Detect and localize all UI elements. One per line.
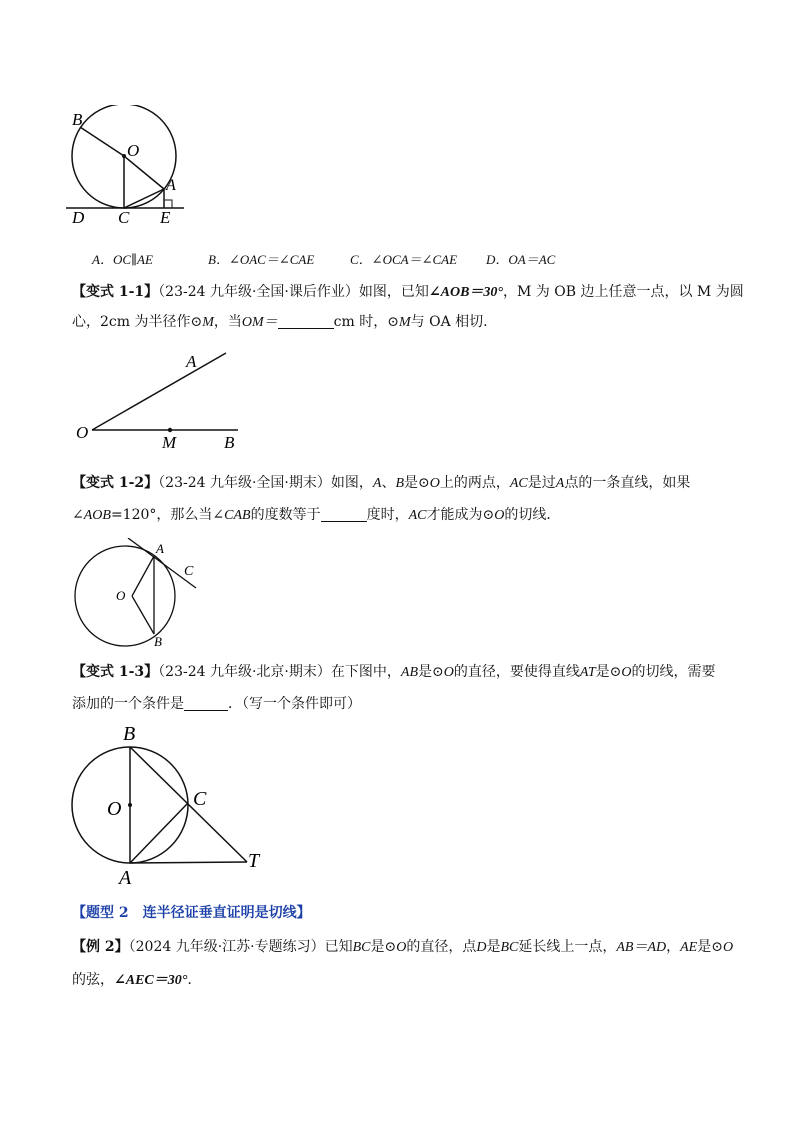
- fig3-label-a: A: [156, 541, 164, 556]
- ex2-text: 的弦，: [72, 972, 114, 988]
- fig1-line-oa: [124, 156, 164, 189]
- q13-line2: [72, 694, 361, 714]
- q13-text: 的切线，需要: [631, 664, 716, 680]
- fig1-label-o: O: [127, 141, 140, 160]
- fig4-line-ac: [130, 804, 187, 863]
- fig3-label-o: O: [116, 588, 126, 603]
- q11-tag: 【变式 1-1】: [72, 284, 159, 300]
- fig2-label-o: O: [76, 423, 89, 442]
- fig1-point-o: [122, 154, 126, 158]
- q12-text: 是过: [527, 475, 556, 491]
- ex2-line1: [72, 937, 733, 958]
- figure-3: [70, 538, 210, 653]
- q12-tag: 【变式 1-2】: [72, 475, 159, 491]
- ex2-angle-aec: ∠AEC＝30°: [114, 973, 188, 988]
- ex2-text: 是: [697, 939, 712, 955]
- ex2-ae: AE: [680, 940, 698, 955]
- fig1-label-a: A: [166, 177, 176, 194]
- fig3-line-ob: [132, 596, 154, 634]
- q12-text: 点的一条直线，如果: [564, 475, 691, 491]
- q11-text-2d: 与 OA 相切.: [410, 314, 488, 330]
- q13-text: ．（写一个条件即可）: [228, 696, 361, 712]
- ex2-circle-o: ⊙O: [384, 940, 407, 955]
- q11-circle-m: ⊙M: [190, 315, 214, 330]
- q11-line2: [72, 312, 488, 333]
- q12-o: O: [429, 476, 440, 491]
- ex2-text: 的直径，点: [406, 939, 477, 955]
- fig1-line-bo: [80, 127, 124, 156]
- q11-om: OM＝: [241, 315, 278, 330]
- ex2-text: 是: [486, 939, 501, 955]
- option-a: A．OC∥AE: [92, 252, 153, 267]
- ex2-text: .: [187, 972, 192, 988]
- fig3-label-c: C: [184, 564, 194, 579]
- figure-4: [65, 720, 275, 890]
- q12-a2: A: [555, 476, 565, 491]
- q12-source: （23-24 九年级·全国·期末）: [158, 475, 331, 491]
- ex2-text: ，: [666, 939, 681, 955]
- q13-text: 在下图中，: [330, 664, 401, 680]
- fig4-label-o: O: [107, 798, 122, 820]
- q11-text-1a: 如图，已知: [358, 284, 429, 300]
- ex2-tag: 【例 2】: [72, 939, 129, 955]
- q13-at: AT: [579, 665, 596, 680]
- q12-b: B: [395, 476, 405, 491]
- ex2-d: D: [476, 940, 487, 955]
- q13-text: 是: [595, 664, 610, 680]
- fig1-label-c: C: [118, 208, 130, 227]
- section-heading-type-2: 【题型 2 连半径证垂直证明是切线】: [72, 905, 311, 921]
- ex2-source: （2024 九年级·江苏·专题练习）: [128, 939, 325, 955]
- q12-angle-aob: ∠AOB: [72, 508, 111, 523]
- fig4-label-b: B: [123, 723, 136, 745]
- fig1-label-d: D: [72, 208, 85, 227]
- fig1-label-e: E: [160, 208, 171, 227]
- q11-answer-blank[interactable]: [278, 314, 334, 329]
- fig3-line-oa: [132, 556, 154, 596]
- fig2-point-m: [168, 428, 172, 432]
- option-d: D．OA＝AC: [486, 252, 556, 267]
- q13-source: （23-24 九年级·北京·期末）: [158, 664, 331, 680]
- fig4-label-t: T: [248, 850, 260, 872]
- ex2-text: 已知: [324, 939, 353, 955]
- q13-tag: 【变式 1-3】: [72, 664, 159, 680]
- q11-source: （23-24 九年级·全国·课后作业）: [158, 284, 359, 300]
- q12-text: 上的两点，: [439, 475, 510, 491]
- ex2-bc-2: BC: [500, 940, 519, 955]
- q11-line1: [72, 282, 744, 303]
- q12-text: =120°，那么当: [110, 507, 213, 523]
- q12-line1: [72, 473, 690, 494]
- q12-ac-2: AC: [408, 508, 427, 523]
- fig1-line-ca: [124, 189, 164, 208]
- q13-ab: AB: [400, 665, 418, 680]
- q12-angle-cab: ∠CAB: [212, 508, 251, 523]
- q13-text: 添加的一个条件是: [72, 696, 184, 712]
- ex2-text: 延长线上一点，: [518, 939, 617, 955]
- q11-text-2c: cm 时，: [333, 314, 388, 330]
- q13-text: 是: [418, 664, 432, 680]
- q12-text: 才能成为⊙: [426, 507, 495, 523]
- option-c: C．∠OCA＝∠CAE: [350, 252, 458, 267]
- fig4-line-at: [130, 862, 247, 863]
- figure-2: [70, 345, 250, 455]
- q13-line1: [72, 662, 716, 683]
- q11-circle-m-2: ⊙M: [387, 315, 411, 330]
- q12-line2: [72, 505, 560, 526]
- q12-text: 的度数等于: [250, 507, 321, 523]
- ex2-bc: BC: [352, 940, 371, 955]
- figure-1: [60, 105, 200, 230]
- fig2-label-b: B: [224, 433, 235, 452]
- fig2-label-m: M: [162, 433, 177, 452]
- q11-angle: ∠AOB＝30°: [428, 285, 504, 300]
- q12-sep: 、: [381, 475, 396, 491]
- q12-a: A: [372, 476, 382, 491]
- option-b: B．∠OAC＝∠CAE: [208, 252, 315, 267]
- q12-ac: AC: [509, 476, 528, 491]
- q12-text: 的切线．: [504, 507, 561, 523]
- q12-text: 是⊙: [404, 475, 430, 491]
- ex2-line2: [72, 970, 192, 991]
- fig1-right-angle-mark: [164, 200, 172, 208]
- q12-o-2: O: [494, 508, 505, 523]
- q12-text: 度时，: [366, 507, 409, 523]
- q12-text: 如图，: [330, 475, 373, 491]
- q11-text-1b: ，M 为 OB 边上任意一点，以 M 为圆: [503, 284, 744, 300]
- fig3-label-b: B: [154, 634, 162, 649]
- q13-answer-blank[interactable]: [184, 696, 228, 711]
- ex2-text: 是: [370, 939, 385, 955]
- fig1-label-b: B: [72, 110, 83, 129]
- q13-text: 的直径，要使得直线: [453, 664, 580, 680]
- ex2-ab-eq-ad: AB＝AD: [616, 940, 667, 955]
- fig2-label-a: A: [186, 352, 197, 371]
- fig2-ray-oa: [92, 353, 226, 430]
- q13-circle-o-2: ⊙O: [609, 665, 632, 680]
- ex2-circle-o-2: ⊙O: [711, 940, 734, 955]
- fig4-label-c: C: [193, 788, 207, 810]
- q13-circle-o: ⊙O: [432, 665, 454, 680]
- q11-text-2a: 心，2cm 为半径作: [72, 314, 191, 330]
- fig4-point-o: [128, 803, 132, 807]
- fig4-label-a: A: [119, 867, 132, 889]
- q11-text-2b: ，当: [213, 314, 242, 330]
- q12-answer-blank[interactable]: [321, 507, 367, 522]
